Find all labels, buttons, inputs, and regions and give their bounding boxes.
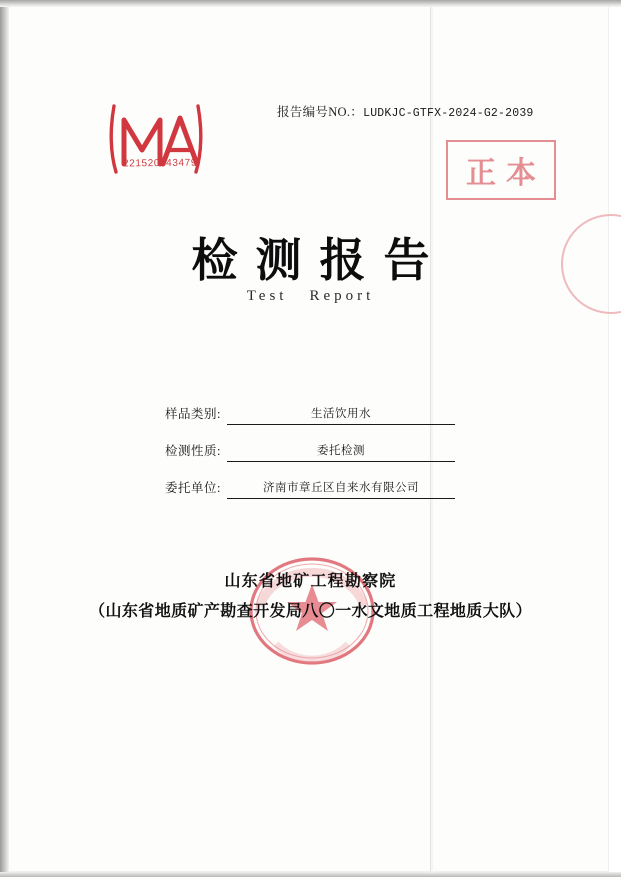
- page-edge-shadow-left: [0, 0, 9, 877]
- report-number-label: 报告编号NO.：: [277, 105, 364, 119]
- field-value-sample-type: 生活饮用水: [227, 405, 455, 425]
- subtitle-word-report: Report: [309, 288, 375, 304]
- page-edge-shadow-bottom: [0, 872, 621, 877]
- original-copy-stamp: 正本: [446, 140, 556, 200]
- issuing-organization: [0, 568, 621, 621]
- page-edge-shadow-top: [0, 0, 621, 7]
- organization-name-primary: 山东省地矿工程勘察院: [224, 573, 397, 590]
- field-label-sample-type: 样品类别:: [165, 407, 221, 421]
- organization-name-secondary: （山东省地质矿产勘查开发局八〇一水文地质工程地质大队）: [89, 603, 532, 620]
- field-row: [165, 388, 455, 425]
- field-label-client: 委托单位:: [165, 481, 221, 495]
- page-subtitle-english: [0, 288, 621, 305]
- field-value-test-nature: 委托检测: [227, 442, 455, 462]
- field-row: [165, 462, 455, 499]
- field-label-test-nature: 检测性质:: [165, 444, 221, 458]
- report-number-line: [277, 102, 534, 120]
- subtitle-word-test: Test: [246, 288, 288, 304]
- page-title: 检测报告: [191, 235, 448, 286]
- report-number-value: LUDKJC-GTFX-2024-G2-2039: [363, 107, 534, 120]
- field-row: [165, 425, 455, 462]
- field-value-client: 济南市章丘区自来水有限公司: [227, 479, 455, 499]
- field-list: [165, 388, 455, 499]
- ma-certificate-number: 221520043479: [122, 157, 198, 170]
